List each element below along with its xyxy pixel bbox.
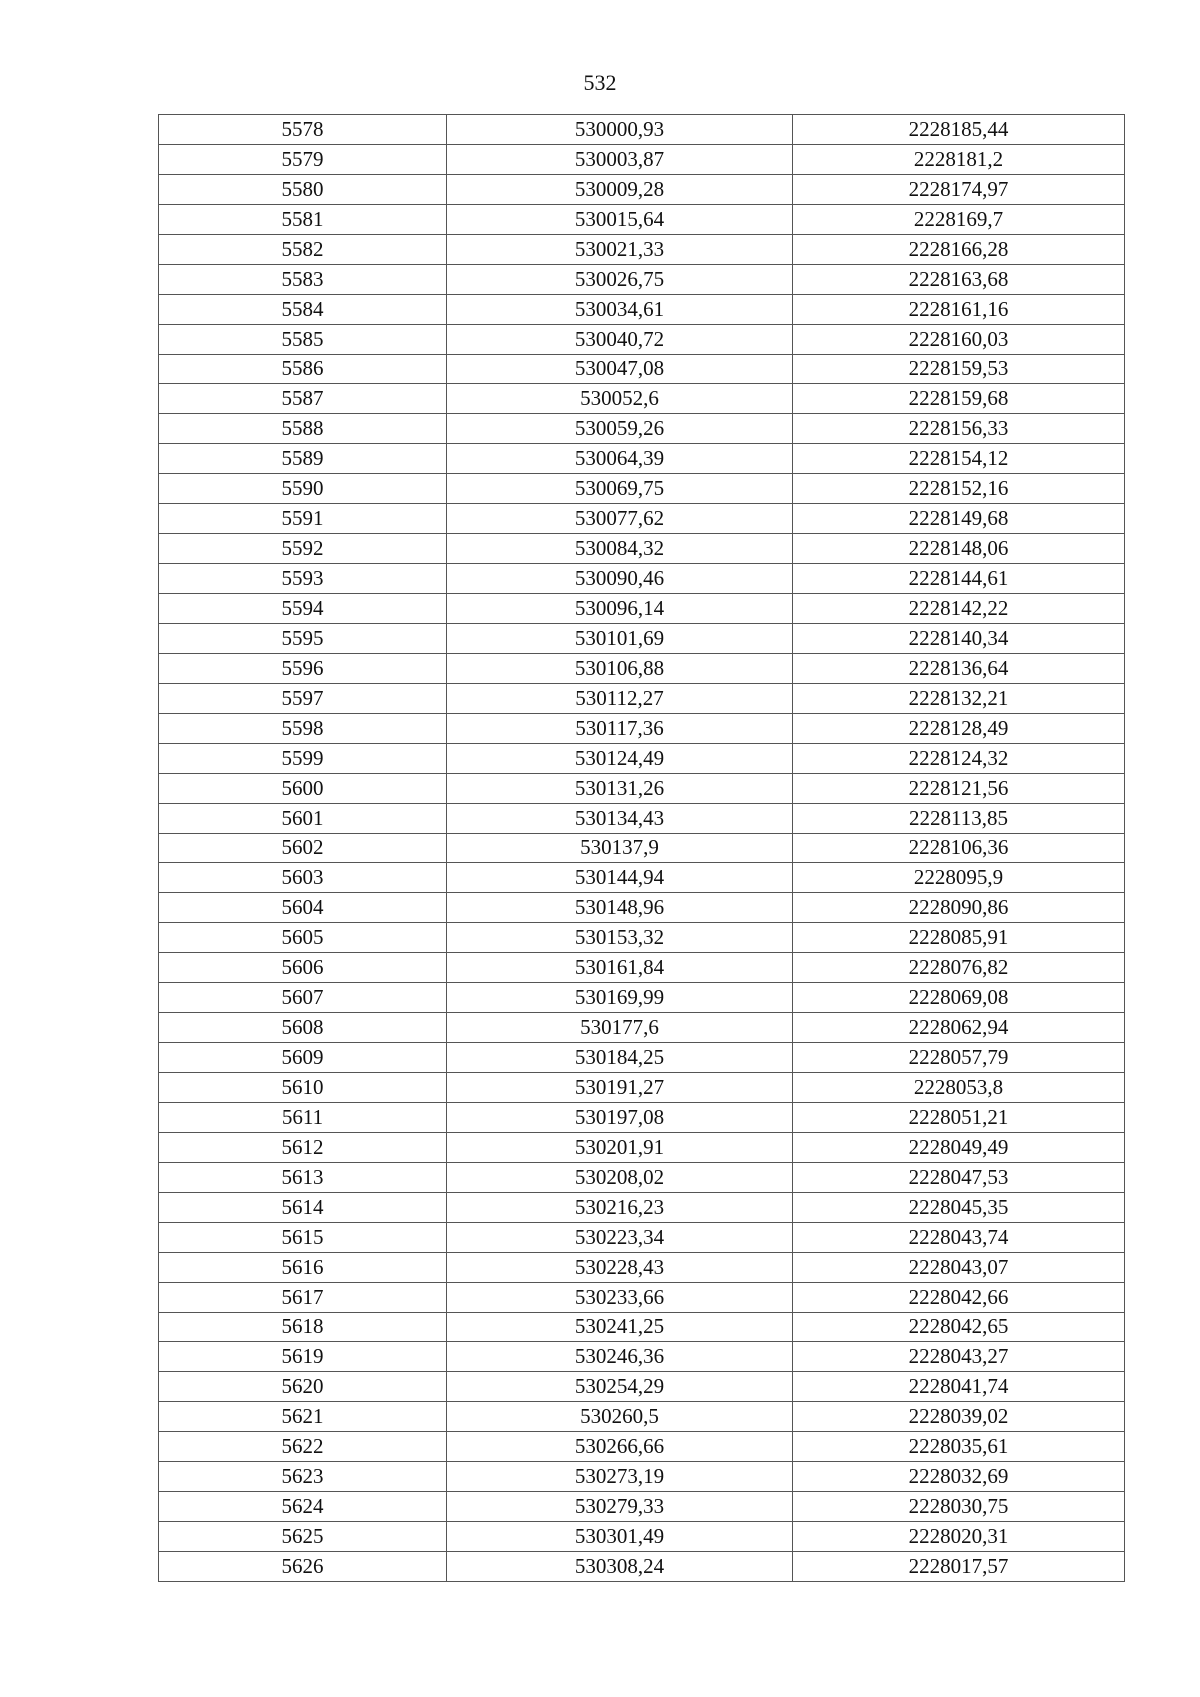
x-coordinate-cell: 530084,32 (447, 534, 793, 564)
table-row (159, 1013, 1125, 1043)
table-row (159, 983, 1125, 1013)
point-number-cell: 5586 (159, 354, 447, 384)
x-coordinate-cell: 530112,27 (447, 683, 793, 713)
point-number-cell: 5617 (159, 1282, 447, 1312)
x-coordinate-cell: 530131,26 (447, 773, 793, 803)
y-coordinate-cell: 2228163,68 (793, 264, 1125, 294)
point-number-cell: 5621 (159, 1402, 447, 1432)
x-coordinate-cell: 530161,84 (447, 953, 793, 983)
x-coordinate-cell: 530184,25 (447, 1043, 793, 1073)
table-row (159, 1162, 1125, 1192)
y-coordinate-cell: 2228030,75 (793, 1492, 1125, 1522)
point-number-cell: 5587 (159, 384, 447, 414)
point-number-cell: 5620 (159, 1372, 447, 1402)
table-row (159, 1492, 1125, 1522)
y-coordinate-cell: 2228140,34 (793, 623, 1125, 653)
y-coordinate-cell: 2228185,44 (793, 115, 1125, 145)
x-coordinate-cell: 530026,75 (447, 264, 793, 294)
x-coordinate-cell: 530090,46 (447, 564, 793, 594)
point-number-cell: 5601 (159, 803, 447, 833)
x-coordinate-cell: 530201,91 (447, 1132, 793, 1162)
y-coordinate-cell: 2228121,56 (793, 773, 1125, 803)
y-coordinate-cell: 2228174,97 (793, 174, 1125, 204)
x-coordinate-cell: 530144,94 (447, 863, 793, 893)
point-number-cell: 5592 (159, 534, 447, 564)
y-coordinate-cell: 2228043,07 (793, 1252, 1125, 1282)
y-coordinate-cell: 2228051,21 (793, 1102, 1125, 1132)
point-number-cell: 5581 (159, 204, 447, 234)
table-row (159, 564, 1125, 594)
point-number-cell: 5610 (159, 1073, 447, 1103)
x-coordinate-cell: 530223,34 (447, 1222, 793, 1252)
table-row (159, 803, 1125, 833)
table-row (159, 1043, 1125, 1073)
x-coordinate-cell: 530216,23 (447, 1192, 793, 1222)
y-coordinate-cell: 2228047,53 (793, 1162, 1125, 1192)
table-row (159, 623, 1125, 653)
x-coordinate-cell: 530009,28 (447, 174, 793, 204)
x-coordinate-cell: 530228,43 (447, 1252, 793, 1282)
table-row (159, 1402, 1125, 1432)
x-coordinate-cell: 530003,87 (447, 144, 793, 174)
x-coordinate-cell: 530301,49 (447, 1522, 793, 1552)
x-coordinate-cell: 530246,36 (447, 1342, 793, 1372)
point-number-cell: 5593 (159, 564, 447, 594)
y-coordinate-cell: 2228053,8 (793, 1073, 1125, 1103)
point-number-cell: 5623 (159, 1462, 447, 1492)
point-number-cell: 5606 (159, 953, 447, 983)
table-row (159, 594, 1125, 624)
table-row (159, 1522, 1125, 1552)
point-number-cell: 5596 (159, 653, 447, 683)
y-coordinate-cell: 2228166,28 (793, 234, 1125, 264)
point-number-cell: 5611 (159, 1102, 447, 1132)
table-row (159, 713, 1125, 743)
y-coordinate-cell: 2228113,85 (793, 803, 1125, 833)
table-row (159, 1462, 1125, 1492)
y-coordinate-cell: 2228106,36 (793, 833, 1125, 863)
x-coordinate-cell: 530279,33 (447, 1492, 793, 1522)
table-row (159, 653, 1125, 683)
y-coordinate-cell: 2228035,61 (793, 1432, 1125, 1462)
point-number-cell: 5604 (159, 893, 447, 923)
point-number-cell: 5608 (159, 1013, 447, 1043)
y-coordinate-cell: 2228042,66 (793, 1282, 1125, 1312)
table-row (159, 893, 1125, 923)
table-row (159, 1222, 1125, 1252)
page-number: 532 (583, 70, 617, 95)
table-row (159, 144, 1125, 174)
point-number-cell: 5612 (159, 1132, 447, 1162)
point-number-cell: 5614 (159, 1192, 447, 1222)
x-coordinate-cell: 530052,6 (447, 384, 793, 414)
table-row (159, 204, 1125, 234)
x-coordinate-cell: 530134,43 (447, 803, 793, 833)
point-number-cell: 5603 (159, 863, 447, 893)
table-row (159, 863, 1125, 893)
x-coordinate-cell: 530208,02 (447, 1162, 793, 1192)
y-coordinate-cell: 2228128,49 (793, 713, 1125, 743)
y-coordinate-cell: 2228049,49 (793, 1132, 1125, 1162)
table-row (159, 773, 1125, 803)
y-coordinate-cell: 2228043,27 (793, 1342, 1125, 1372)
point-number-cell: 5589 (159, 444, 447, 474)
table-row (159, 1102, 1125, 1132)
x-coordinate-cell: 530059,26 (447, 414, 793, 444)
table-row (159, 1132, 1125, 1162)
y-coordinate-cell: 2228148,06 (793, 534, 1125, 564)
point-number-cell: 5599 (159, 743, 447, 773)
x-coordinate-cell: 530191,27 (447, 1073, 793, 1103)
point-number-cell: 5615 (159, 1222, 447, 1252)
y-coordinate-cell: 2228090,86 (793, 893, 1125, 923)
table-row (159, 474, 1125, 504)
point-number-cell: 5616 (159, 1252, 447, 1282)
point-number-cell: 5583 (159, 264, 447, 294)
table-row (159, 1282, 1125, 1312)
x-coordinate-cell: 530101,69 (447, 623, 793, 653)
table-row (159, 833, 1125, 863)
table-row (159, 354, 1125, 384)
point-number-cell: 5607 (159, 983, 447, 1013)
point-number-cell: 5580 (159, 174, 447, 204)
x-coordinate-cell: 530015,64 (447, 204, 793, 234)
y-coordinate-cell: 2228017,57 (793, 1552, 1125, 1582)
x-coordinate-cell: 530233,66 (447, 1282, 793, 1312)
x-coordinate-cell: 530266,66 (447, 1432, 793, 1462)
table-row (159, 174, 1125, 204)
y-coordinate-cell: 2228069,08 (793, 983, 1125, 1013)
x-coordinate-cell: 530169,99 (447, 983, 793, 1013)
point-number-cell: 5598 (159, 713, 447, 743)
y-coordinate-cell: 2228042,65 (793, 1312, 1125, 1342)
point-number-cell: 5626 (159, 1552, 447, 1582)
x-coordinate-cell: 530197,08 (447, 1102, 793, 1132)
point-number-cell: 5622 (159, 1432, 447, 1462)
coordinates-table (158, 114, 1125, 1582)
y-coordinate-cell: 2228159,68 (793, 384, 1125, 414)
table-row (159, 294, 1125, 324)
y-coordinate-cell: 2228085,91 (793, 923, 1125, 953)
y-coordinate-cell: 2228152,16 (793, 474, 1125, 504)
table-row (159, 1372, 1125, 1402)
y-coordinate-cell: 2228032,69 (793, 1462, 1125, 1492)
point-number-cell: 5597 (159, 683, 447, 713)
point-number-cell: 5613 (159, 1162, 447, 1192)
y-coordinate-cell: 2228124,32 (793, 743, 1125, 773)
table-row (159, 504, 1125, 534)
table-row (159, 234, 1125, 264)
y-coordinate-cell: 2228041,74 (793, 1372, 1125, 1402)
x-coordinate-cell: 530096,14 (447, 594, 793, 624)
y-coordinate-cell: 2228161,16 (793, 294, 1125, 324)
table-row (159, 683, 1125, 713)
table-row (159, 444, 1125, 474)
x-coordinate-cell: 530254,29 (447, 1372, 793, 1402)
table-row (159, 1312, 1125, 1342)
table-row (159, 1252, 1125, 1282)
point-number-cell: 5579 (159, 144, 447, 174)
point-number-cell: 5584 (159, 294, 447, 324)
y-coordinate-cell: 2228144,61 (793, 564, 1125, 594)
table-row (159, 1432, 1125, 1462)
x-coordinate-cell: 530308,24 (447, 1552, 793, 1582)
x-coordinate-cell: 530117,36 (447, 713, 793, 743)
x-coordinate-cell: 530000,93 (447, 115, 793, 145)
y-coordinate-cell: 2228043,74 (793, 1222, 1125, 1252)
y-coordinate-cell: 2228156,33 (793, 414, 1125, 444)
y-coordinate-cell: 2228039,02 (793, 1402, 1125, 1432)
y-coordinate-cell: 2228132,21 (793, 683, 1125, 713)
table-row (159, 1073, 1125, 1103)
y-coordinate-cell: 2228062,94 (793, 1013, 1125, 1043)
point-number-cell: 5624 (159, 1492, 447, 1522)
y-coordinate-cell: 2228020,31 (793, 1522, 1125, 1552)
table-row (159, 1552, 1125, 1582)
x-coordinate-cell: 530047,08 (447, 354, 793, 384)
point-number-cell: 5602 (159, 833, 447, 863)
y-coordinate-cell: 2228169,7 (793, 204, 1125, 234)
y-coordinate-cell: 2228181,2 (793, 144, 1125, 174)
y-coordinate-cell: 2228057,79 (793, 1043, 1125, 1073)
x-coordinate-cell: 530106,88 (447, 653, 793, 683)
point-number-cell: 5582 (159, 234, 447, 264)
point-number-cell: 5591 (159, 504, 447, 534)
y-coordinate-cell: 2228142,22 (793, 594, 1125, 624)
x-coordinate-cell: 530148,96 (447, 893, 793, 923)
x-coordinate-cell: 530069,75 (447, 474, 793, 504)
point-number-cell: 5594 (159, 594, 447, 624)
table-row (159, 115, 1125, 145)
point-number-cell: 5605 (159, 923, 447, 953)
x-coordinate-cell: 530153,32 (447, 923, 793, 953)
table-row (159, 1192, 1125, 1222)
y-coordinate-cell: 2228095,9 (793, 863, 1125, 893)
x-coordinate-cell: 530241,25 (447, 1312, 793, 1342)
x-coordinate-cell: 530077,62 (447, 504, 793, 534)
point-number-cell: 5618 (159, 1312, 447, 1342)
point-number-cell: 5619 (159, 1342, 447, 1372)
y-coordinate-cell: 2228076,82 (793, 953, 1125, 983)
x-coordinate-cell: 530177,6 (447, 1013, 793, 1043)
table-row (159, 923, 1125, 953)
y-coordinate-cell: 2228136,64 (793, 653, 1125, 683)
table-row (159, 743, 1125, 773)
x-coordinate-cell: 530064,39 (447, 444, 793, 474)
point-number-cell: 5595 (159, 623, 447, 653)
point-number-cell: 5590 (159, 474, 447, 504)
table-row (159, 534, 1125, 564)
table-row (159, 384, 1125, 414)
point-number-cell: 5625 (159, 1522, 447, 1552)
table-row (159, 324, 1125, 354)
table-row (159, 264, 1125, 294)
x-coordinate-cell: 530040,72 (447, 324, 793, 354)
point-number-cell: 5585 (159, 324, 447, 354)
x-coordinate-cell: 530021,33 (447, 234, 793, 264)
y-coordinate-cell: 2228160,03 (793, 324, 1125, 354)
point-number-cell: 5588 (159, 414, 447, 444)
table-row (159, 1342, 1125, 1372)
x-coordinate-cell: 530273,19 (447, 1462, 793, 1492)
table-row (159, 953, 1125, 983)
x-coordinate-cell: 530034,61 (447, 294, 793, 324)
table-row (159, 414, 1125, 444)
table-body (159, 115, 1125, 1582)
x-coordinate-cell: 530137,9 (447, 833, 793, 863)
y-coordinate-cell: 2228154,12 (793, 444, 1125, 474)
y-coordinate-cell: 2228159,53 (793, 354, 1125, 384)
x-coordinate-cell: 530260,5 (447, 1402, 793, 1432)
y-coordinate-cell: 2228045,35 (793, 1192, 1125, 1222)
point-number-cell: 5578 (159, 115, 447, 145)
x-coordinate-cell: 530124,49 (447, 743, 793, 773)
y-coordinate-cell: 2228149,68 (793, 504, 1125, 534)
point-number-cell: 5609 (159, 1043, 447, 1073)
point-number-cell: 5600 (159, 773, 447, 803)
